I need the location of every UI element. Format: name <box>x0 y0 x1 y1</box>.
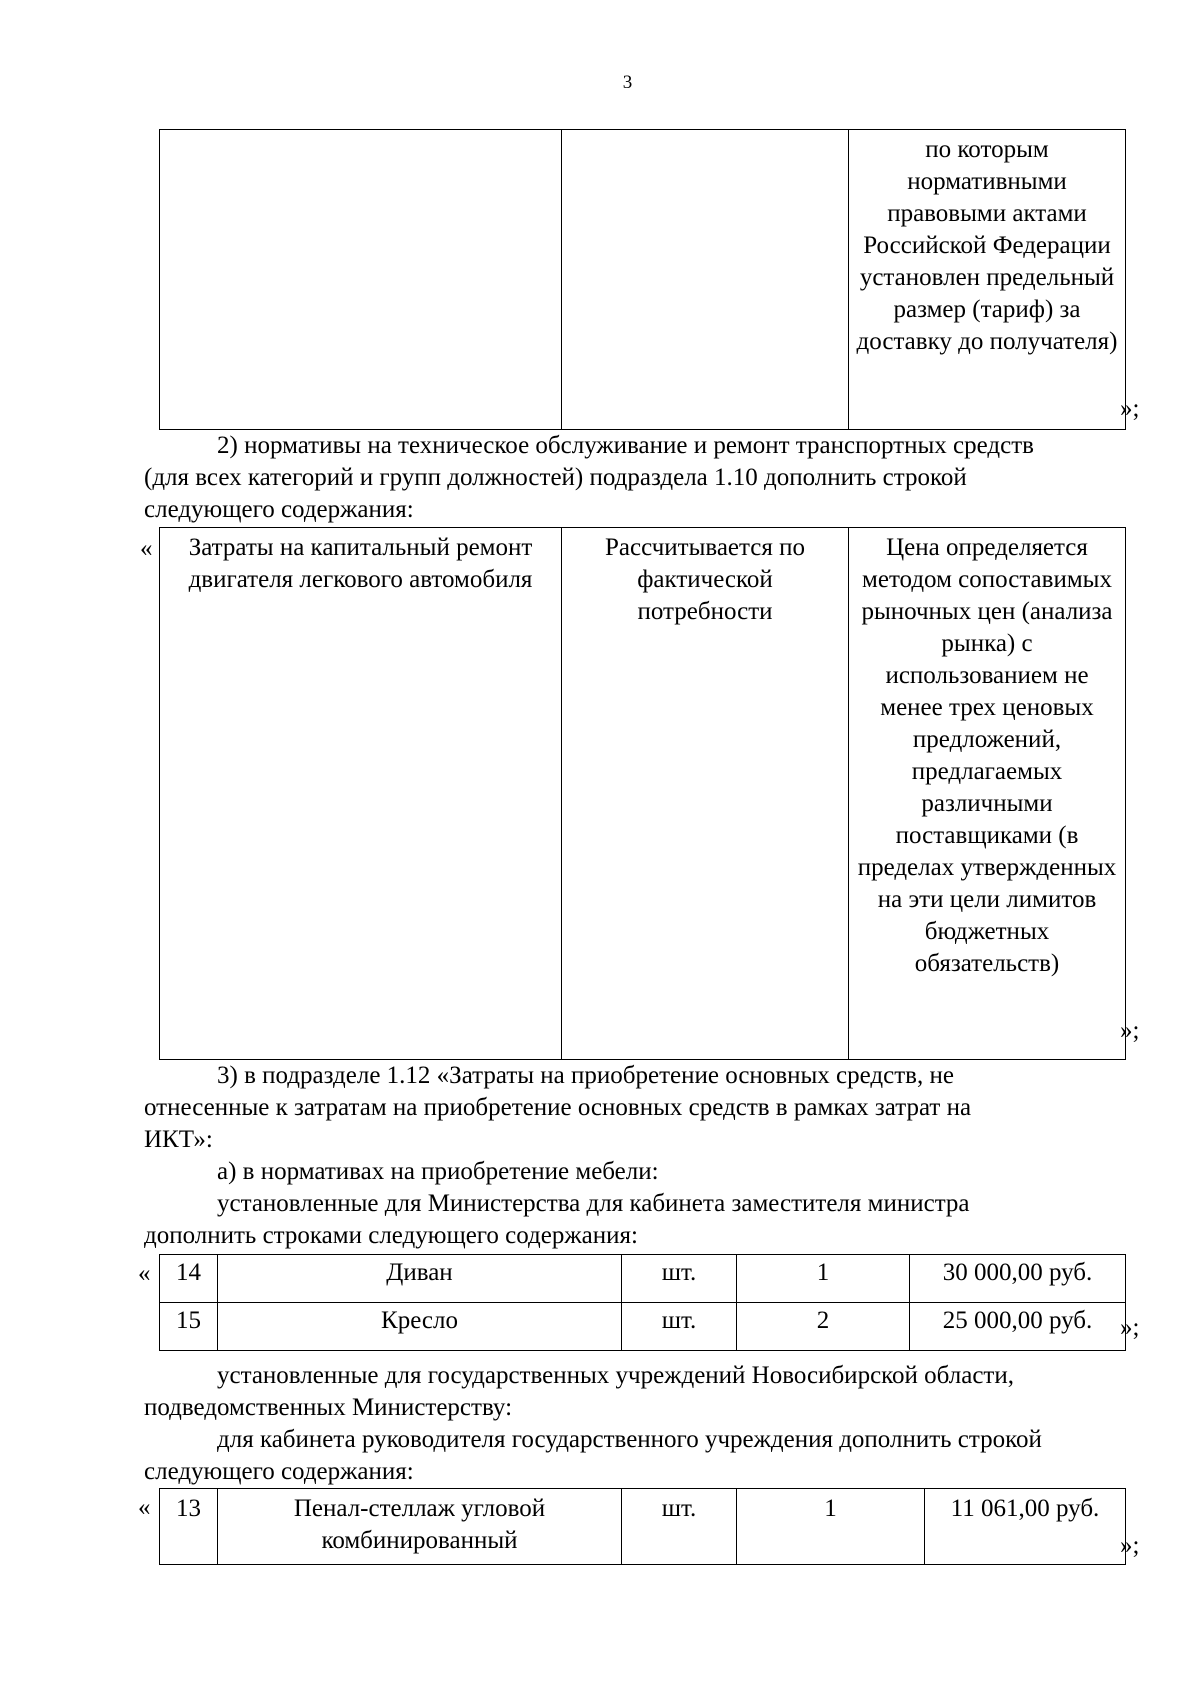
table-row <box>160 1303 1126 1351</box>
closing-quote-mark: »; <box>1120 1532 1140 1559</box>
opening-quote-mark: « <box>140 535 153 562</box>
table-furniture-ministry <box>159 1254 1126 1351</box>
table-cell-cost-name: Затраты на капитальный ремонт двигателя легкового автомобиля <box>160 528 562 1060</box>
row-number: 15 <box>160 1303 218 1351</box>
opening-quote-mark: « <box>138 1494 151 1521</box>
paragraph-line: для кабинета руководителя государственного учреждения дополнить строкой <box>217 1426 1042 1453</box>
item-name: Кресло <box>218 1303 622 1351</box>
opening-quote-mark: « <box>138 1260 151 1287</box>
paragraph-maintenance <box>144 430 1154 526</box>
item-unit: шт. <box>622 1489 737 1565</box>
item-quantity: 1 <box>737 1489 925 1565</box>
paragraph-line: подведомственных Министерству: <box>144 1394 513 1421</box>
table-cell-delivery-note: по которым нормативными правовыми актами Российской Федерации установлен предельный размер (тариф) за доставку до получателя) <box>849 130 1126 430</box>
closing-quote-mark: »; <box>1120 1017 1140 1044</box>
closing-quote-mark: »; <box>1120 1314 1140 1341</box>
item-unit: шт. <box>622 1303 737 1351</box>
table-cell-empty <box>562 130 849 430</box>
item-quantity: 2 <box>737 1303 910 1351</box>
table-row <box>160 130 1126 430</box>
table-cell-calculation: Рассчитывается по фактической потребности <box>562 528 849 1060</box>
paragraph-line: (для всех категорий и групп должностей) подраздела 1.10 дополнить строкой <box>144 464 967 491</box>
paragraph-line: ИКТ»: <box>144 1126 213 1153</box>
paragraph-line: следующего содержания: <box>144 496 414 523</box>
item-price: 30 000,00 руб. <box>910 1255 1126 1303</box>
closing-quote-mark: »; <box>1120 395 1140 422</box>
table-engine-repair <box>159 527 1126 1060</box>
paragraph-fixed-assets <box>144 1060 1154 1252</box>
paragraph-line: а) в нормативах на приобретение мебели: <box>217 1158 659 1185</box>
row-number: 14 <box>160 1255 218 1303</box>
paragraph-line: установленные для Министерства для кабинета заместителя министра <box>217 1190 970 1217</box>
table-cell-price-method: Цена определяется методом сопоставимых рыночных цен (анализа рынка) с использованием не менее трех ценовых предложений, предлагаемых различными поставщиками (в пределах утвержденных на эти цели лимитов бюджетных обязательств) <box>849 528 1126 1060</box>
paragraph-line: дополнить строками следующего содержания: <box>144 1222 638 1249</box>
item-unit: шт. <box>622 1255 737 1303</box>
item-name: Диван <box>218 1255 622 1303</box>
table-furniture-institution <box>159 1488 1126 1565</box>
item-name: Пенал-стеллаж угловой комбинированный <box>218 1489 622 1565</box>
table-row <box>160 1489 1126 1565</box>
table-row <box>160 1255 1126 1303</box>
row-number: 13 <box>160 1489 218 1565</box>
item-price: 25 000,00 руб. <box>910 1303 1126 1351</box>
item-price: 11 061,00 руб. <box>925 1489 1126 1565</box>
paragraph-line: отнесенные к затратам на приобретение основных средств в рамках затрат на <box>144 1094 972 1121</box>
paragraph-line: 2) нормативы на техническое обслуживание и ремонт транспортных средств <box>217 432 1034 459</box>
paragraph-institutions <box>144 1360 1154 1488</box>
page-number: 3 <box>622 72 633 93</box>
paragraph-line: 3) в подразделе 1.12 «Затраты на приобретение основных средств, не <box>217 1062 954 1089</box>
paragraph-line: следующего содержания: <box>144 1458 414 1485</box>
table-cell-empty <box>160 130 562 430</box>
table-row <box>160 528 1126 1060</box>
paragraph-line: установленные для государственных учреждений Новосибирской области, <box>217 1362 1014 1389</box>
item-quantity: 1 <box>737 1255 910 1303</box>
table-continuation <box>159 129 1126 430</box>
